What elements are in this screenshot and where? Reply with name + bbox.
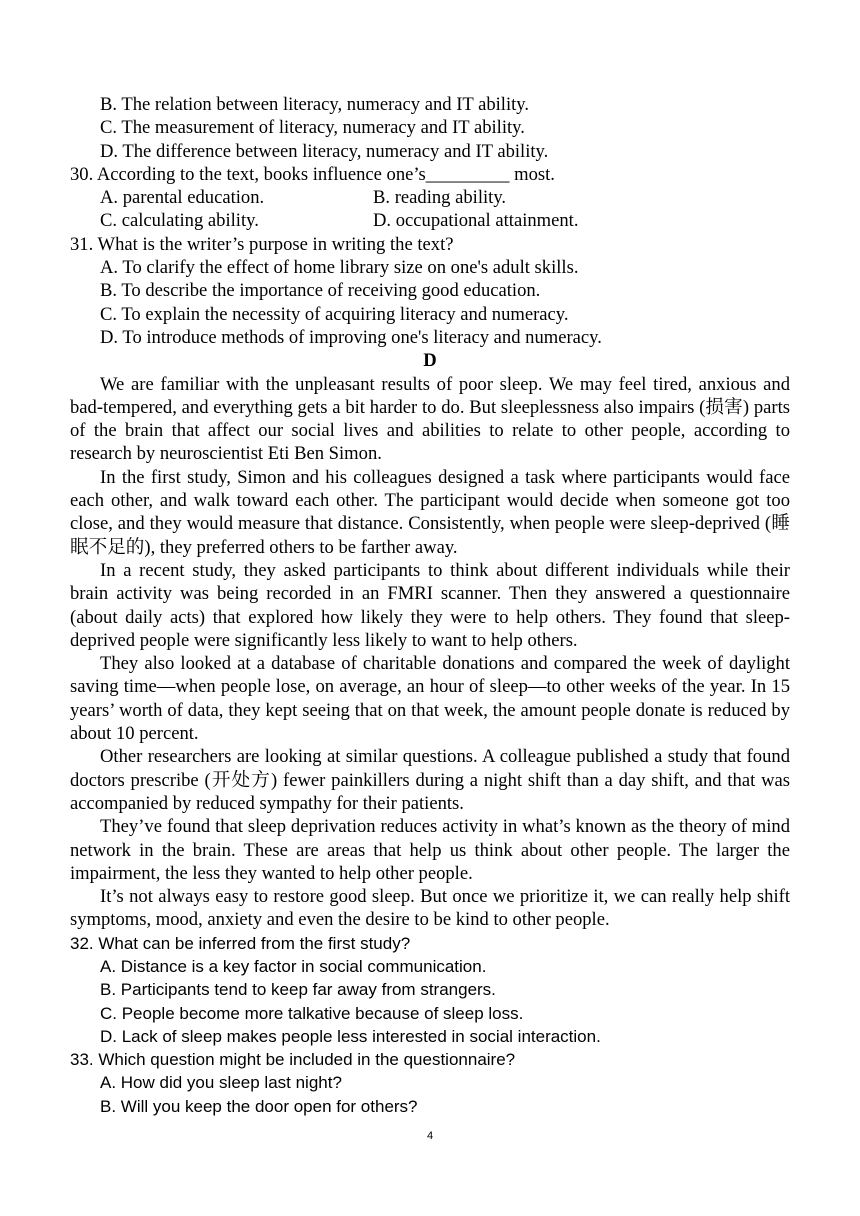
question-30-stem: 30. According to the text, books influence one’s_________ most.: [70, 163, 555, 185]
question-31-stem: 31. What is the writer’s purpose in writing the text?: [70, 233, 454, 255]
passage-paragraph: They also looked at a database of charitable donations and compared the week of daylight saving time—when people lose, on average, an hour of sleep—to other weeks of the year. In 15 years’ worth of data, they kept seeing that on that week, the amount people donate is reduced by about 10 percent.: [70, 653, 790, 745]
option-29-c: C. The measurement of literacy, numeracy and IT ability.: [100, 117, 525, 139]
option-32-b: B. Participants tend to keep far away from strangers.: [100, 980, 496, 1000]
passage-heading: D: [423, 350, 437, 372]
option-31-c: C. To explain the necessity of acquiring literacy and numeracy.: [100, 303, 569, 325]
passage-paragraph: They’ve found that sleep deprivation reduces activity in what’s known as the theory of mind network in the brain. These are areas that help us think about other people. The larger the impairment, the less they wanted to help other people.: [70, 816, 790, 884]
option-32-c: C. People become more talkative because of sleep loss.: [100, 1003, 524, 1023]
question-32: [70, 932, 790, 1048]
question-30-options-row-2: [70, 209, 790, 232]
question-30-options-row-1: [70, 186, 790, 209]
option-31-b: B. To describe the importance of receiving good education.: [100, 280, 541, 302]
option-33-b: B. Will you keep the door open for others?: [100, 1096, 418, 1116]
option-29-b: B. The relation between literacy, numeracy and IT ability.: [100, 94, 530, 115]
exam-page: [70, 93, 790, 1118]
option-31-d: D. To introduce methods of improving one's literacy and numeracy.: [100, 326, 602, 348]
question-32-stem: 32. What can be inferred from the first study?: [70, 933, 411, 953]
question-29-options: [70, 93, 790, 163]
option-30-b: B. reading ability.: [373, 187, 507, 209]
option-32-a: A. Distance is a key factor in social communication.: [100, 956, 487, 976]
question-30: [70, 163, 790, 233]
option-30-d: D. occupational attainment.: [373, 210, 579, 232]
option-30-a: A. parental education.: [100, 187, 265, 209]
option-32-d: D. Lack of sleep makes people less interested in social interaction.: [100, 1026, 601, 1046]
passage-paragraph: It’s not always easy to restore good sleep. But once we prioritize it, we can really help shift symptoms, mood, anxiety and even the desire to be kind to other people.: [70, 886, 790, 931]
passage-paragraph: In the first study, Simon and his colleagues designed a task where participants would face each other, and walk toward each other. The participant would decide when someone got too close, and they would measure that distance. Consistently, when people were sleep-deprived (睡眠不足的), they preferred others to be farther away.: [70, 466, 790, 558]
option-30-c: C. calculating ability.: [100, 210, 259, 232]
passage-d: [70, 349, 790, 931]
option-33-a: A. How did you sleep last night?: [100, 1073, 342, 1093]
passage-paragraph: In a recent study, they asked participants to think about different individuals while their brain activity was being recorded in an FMRI scanner. Then they answered a questionnaire (about daily acts) that explored how likely they were to help others. They found that sleep-deprived people were significantly less likely to want to help others.: [70, 559, 790, 651]
question-31: [70, 233, 790, 349]
question-33: [70, 1048, 790, 1118]
passage-paragraph: Other researchers are looking at similar questions. A colleague published a study that found doctors prescribe (开处方) fewer painkillers during a night shift than a day shift, and that was accompanied by reduced sympathy for their patients.: [70, 746, 790, 814]
option-31-a: A. To clarify the effect of home library size on one's adult skills.: [100, 257, 579, 279]
page-number: 4: [426, 1130, 434, 1142]
passage-paragraph: We are familiar with the unpleasant results of poor sleep. We may feel tired, anxious and bad-tempered, and everything gets a bit harder to do. But sleeplessness also impairs (损害) parts of the brain that affect our social lives and abilities to relate to other people, according to research by neuroscientist Eti Ben Simon.: [70, 373, 790, 465]
option-29-d: D. The difference between literacy, numeracy and IT ability.: [100, 140, 549, 162]
question-33-stem: 33. Which question might be included in the questionnaire?: [70, 1050, 516, 1070]
